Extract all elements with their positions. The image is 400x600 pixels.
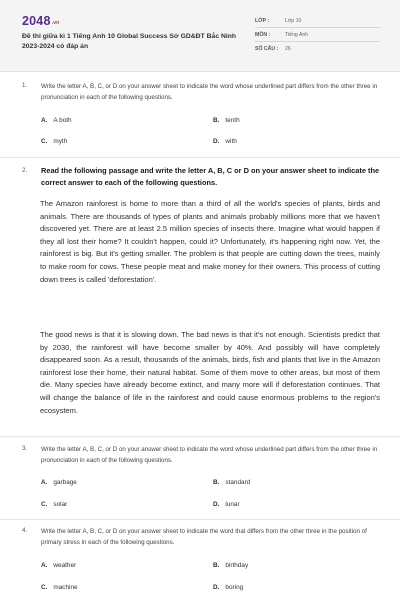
option-letter: C. bbox=[41, 501, 48, 508]
question-number: 4. bbox=[22, 527, 28, 534]
option-letter: A. bbox=[41, 479, 48, 486]
question-number: 1. bbox=[22, 82, 28, 89]
question-text: Read the following passage and write the letter A, B, C or D on your answer sheet to indicate the correct answer to each of the following questions. bbox=[41, 166, 380, 187]
document-title: Đề thi giữa kì 1 Tiếng Anh 10 Global Success Sở GD&ĐT Bắc Ninh 2023-2024 có đáp án bbox=[22, 33, 237, 50]
option-text: birthday bbox=[225, 562, 249, 569]
option-a[interactable] bbox=[41, 117, 72, 124]
meta-class-key: LỚP : bbox=[255, 18, 270, 24]
logo-suffix: .vn bbox=[51, 20, 60, 26]
option-b[interactable] bbox=[213, 117, 240, 124]
option-text: A both bbox=[53, 117, 72, 124]
option-text: solar bbox=[53, 501, 68, 508]
site-logo[interactable] bbox=[22, 14, 59, 28]
question-divider bbox=[0, 157, 400, 158]
option-letter: B. bbox=[213, 562, 220, 569]
option-letter: D. bbox=[213, 501, 220, 508]
option-text: machine bbox=[53, 584, 78, 591]
meta-divider bbox=[255, 41, 380, 42]
meta-subject-value: Tiếng Anh bbox=[285, 32, 309, 38]
option-letter: D. bbox=[213, 584, 220, 591]
option-b[interactable] bbox=[213, 479, 250, 486]
option-b[interactable] bbox=[213, 562, 248, 569]
page-header bbox=[0, 0, 400, 72]
option-text: garbage bbox=[53, 479, 77, 486]
question-divider bbox=[0, 519, 400, 520]
meta-count-value: 26 bbox=[285, 46, 291, 52]
option-letter: B. bbox=[213, 479, 220, 486]
option-text: myth bbox=[53, 138, 68, 145]
option-a[interactable] bbox=[41, 479, 77, 486]
option-letter: C. bbox=[41, 138, 48, 145]
meta-divider bbox=[255, 27, 380, 28]
option-text: lunar bbox=[225, 501, 240, 508]
option-text: standard bbox=[225, 479, 251, 486]
option-letter: D. bbox=[213, 138, 220, 145]
option-text: boring bbox=[225, 584, 244, 591]
option-letter: B. bbox=[213, 117, 220, 124]
question-number: 2. bbox=[22, 167, 28, 174]
question-number: 3. bbox=[22, 445, 28, 452]
meta-class-value: Lớp 10 bbox=[285, 18, 302, 24]
option-c[interactable] bbox=[41, 501, 67, 508]
question-text: Write the letter A, B, C, or D on your answer sheet to indicate the word that differs from the other three in the position of primary stress in each of the following questions. bbox=[41, 528, 367, 546]
meta-subject-key: MÔN : bbox=[255, 32, 271, 38]
option-d[interactable] bbox=[213, 501, 240, 508]
option-text: weather bbox=[53, 562, 77, 569]
option-text: with bbox=[225, 138, 237, 145]
option-c[interactable] bbox=[41, 584, 78, 591]
option-a[interactable] bbox=[41, 562, 76, 569]
question-text: Write the letter A, B, C, or D on your answer sheet to indicate the word whose underlined part differs from the other three in pronunciation in each of the following questions. bbox=[41, 446, 378, 464]
option-d[interactable] bbox=[213, 138, 237, 145]
meta-count-key: SỐ CÂU : bbox=[255, 46, 279, 52]
logo-text: 2048 bbox=[22, 14, 51, 28]
option-letter: A. bbox=[41, 117, 48, 124]
option-c[interactable] bbox=[41, 138, 67, 145]
question-divider bbox=[0, 436, 400, 437]
option-letter: A. bbox=[41, 562, 48, 569]
passage-paragraph-2: The good news is that it is slowing down. The bad news is that it's not enough. Scientists predict that by 2030, the rainforest will have become smaller by 40%. And possibly will have completely disappeared soon. As a result, thousands of the animals, birds, fish and plants that live in the Amazon rainforest lose their home, their natural habitat. Some of them move to other areas, but most of them die. Many species have already become extinct, and many more will if deforestation continues. That will change the balance of life in the rainforest and could cause enormous problems to the region's ecosystem. bbox=[40, 330, 380, 415]
question-text: Write the letter A, B, C, or D on your answer sheet to indicate the word whose underlined part differs from the other three in pronunciation in each of the following questions. bbox=[41, 83, 378, 101]
option-text: tenth bbox=[225, 117, 240, 124]
passage-paragraph-1: The Amazon rainforest is home to more than a third of all the world's species of plants, birds and animals. There are thousands of types of plants and animals probably millions more that we haven't discovered yet. There are at least 2.5 million species of insects there. Imagine what would happen if they all lost their home? It couldn't happen, could it? Unfortunately, it's happening right now. Yet, the rainforest is big. But it's getting smaller. The problem is that people are cutting down the trees, mainly to make room for cows. These people meat and make money for their owners. This process of cutting down trees is called 'deforestation'. bbox=[40, 199, 380, 284]
option-letter: C. bbox=[41, 584, 48, 591]
option-d[interactable] bbox=[213, 584, 243, 591]
